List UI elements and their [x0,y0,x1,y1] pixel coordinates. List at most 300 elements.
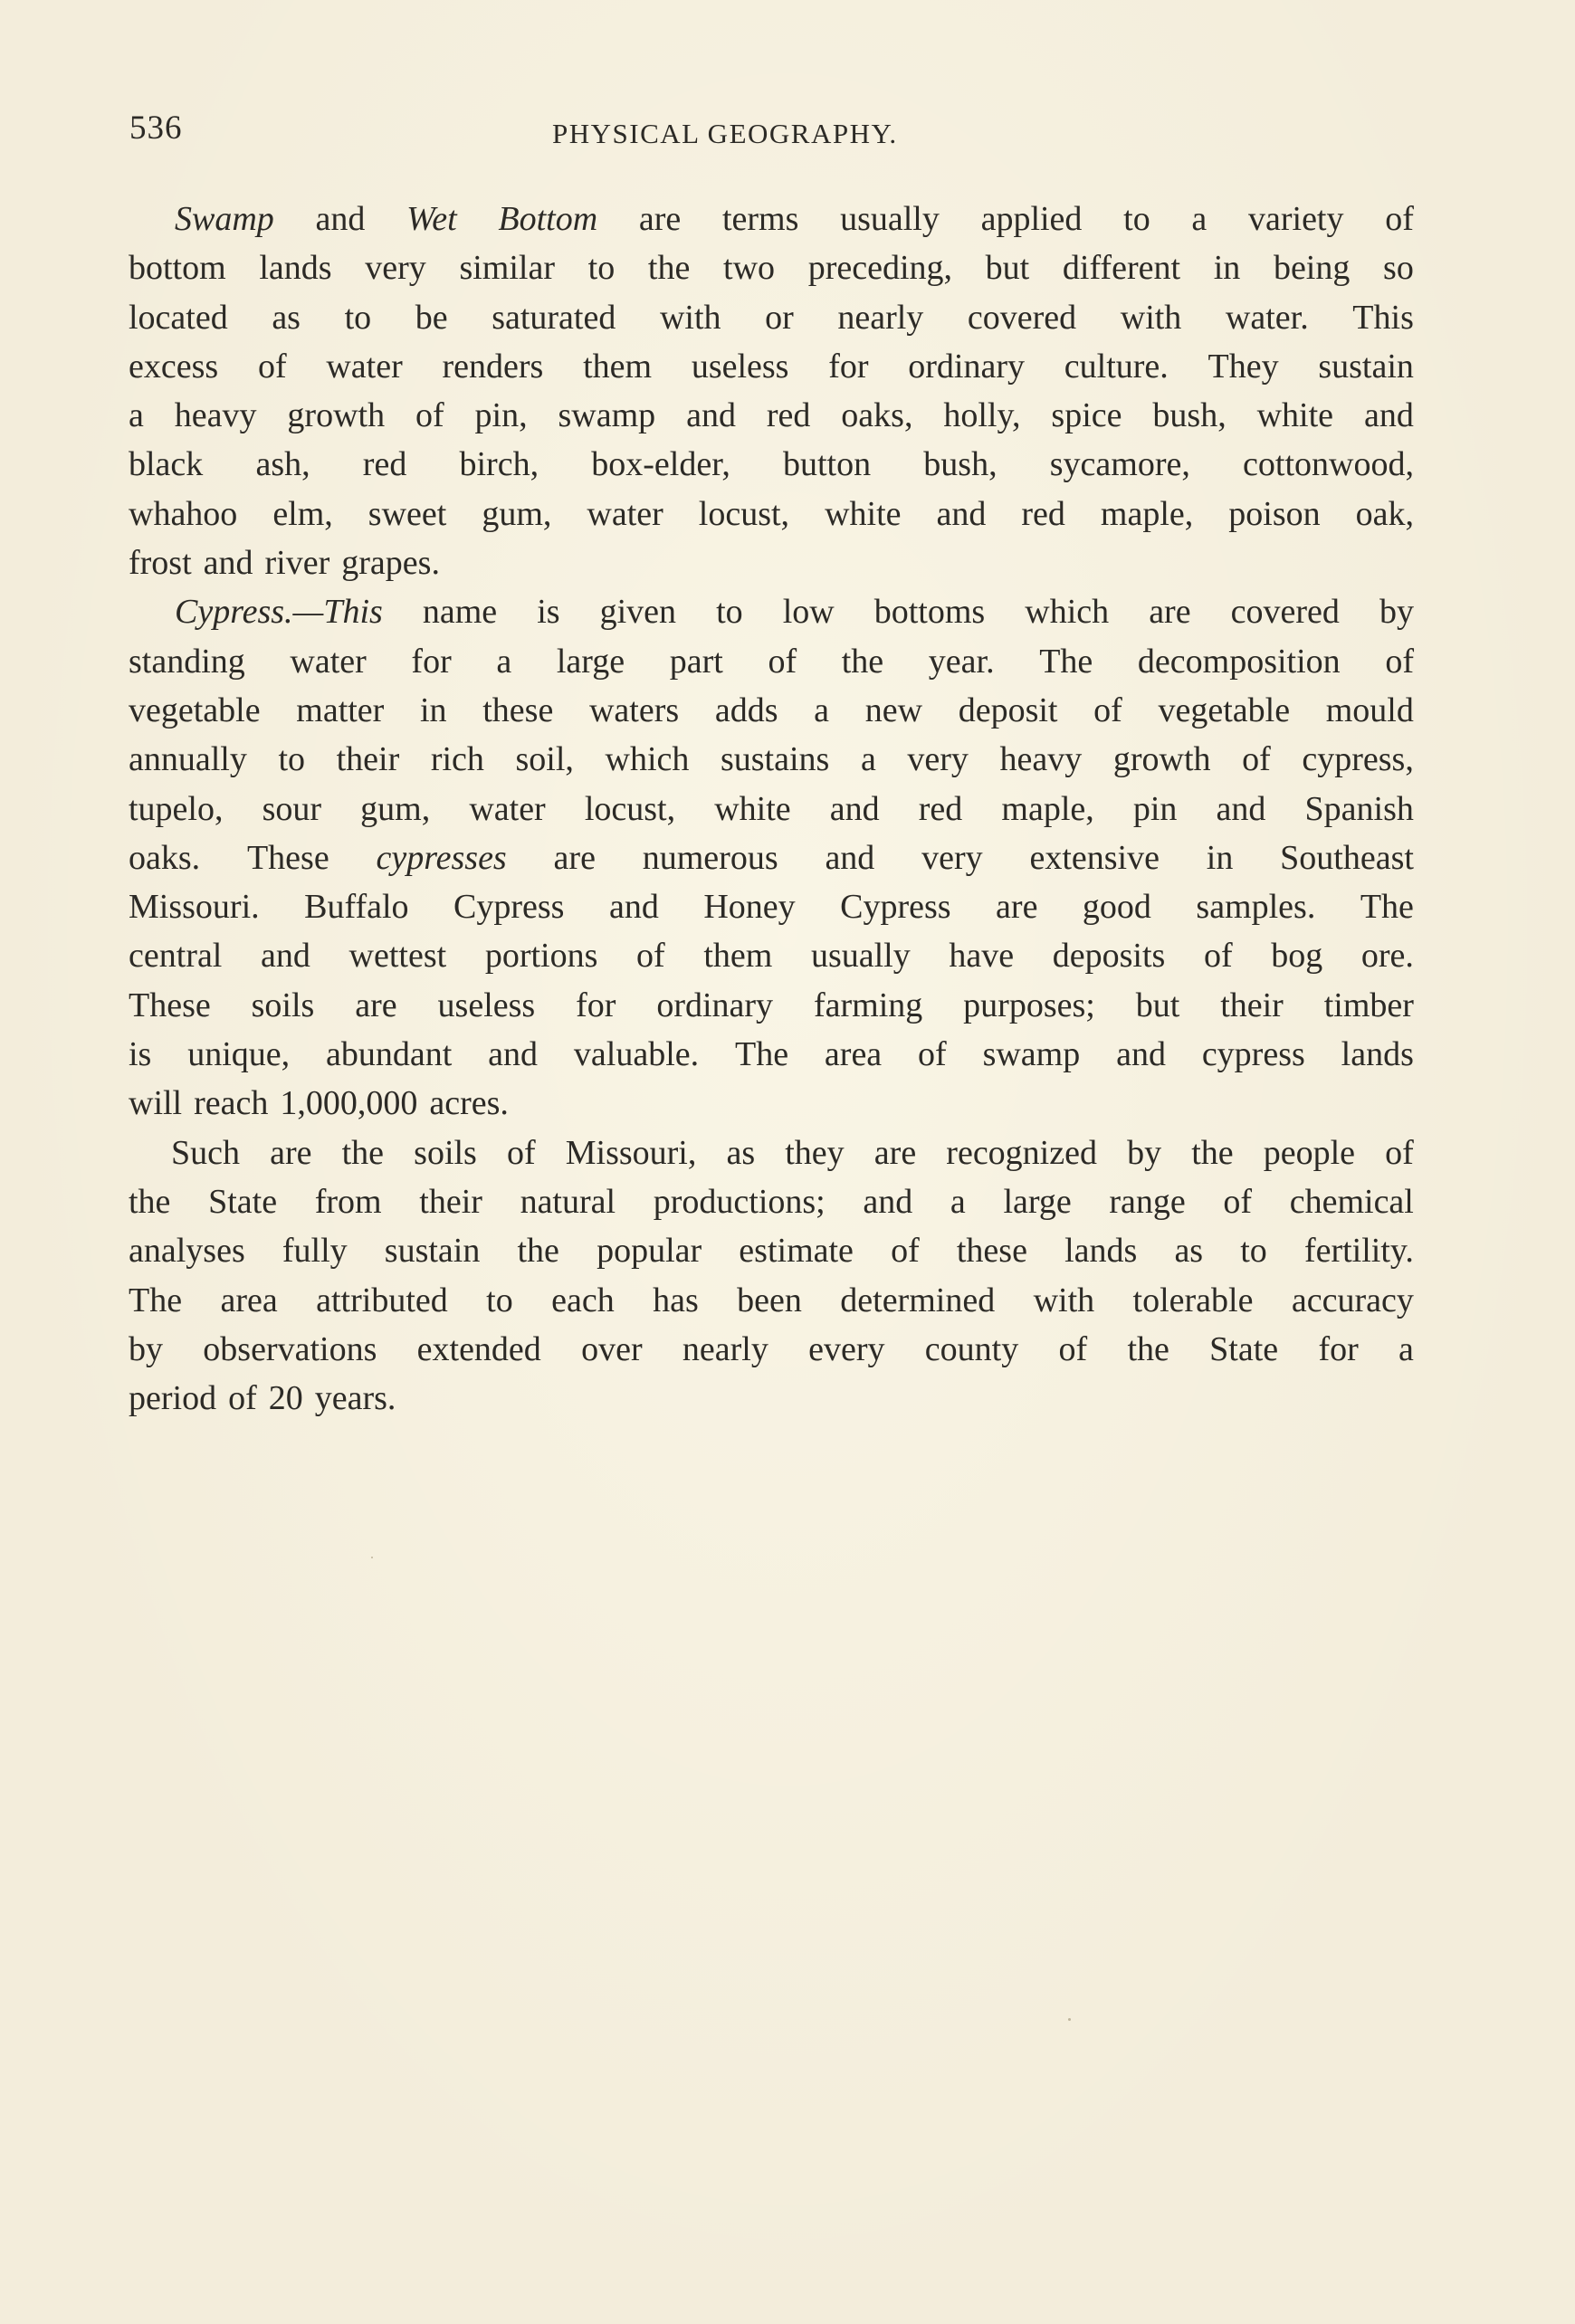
word: rich [430,740,484,779]
word: mould [1325,691,1414,729]
word: These [246,838,329,877]
word: black [129,445,204,484]
word: red [918,789,963,828]
word: unique, [187,1035,291,1074]
word: observations [203,1329,377,1368]
word: bush, [923,445,998,484]
word: or [765,298,794,337]
word: State [208,1182,278,1221]
word: swamp [982,1035,1081,1074]
word: oaks, [841,396,913,435]
word: to [1123,200,1150,238]
word: the [841,642,884,681]
word: sustain [1318,347,1414,386]
word: to [278,740,306,779]
word: vegetable [1158,691,1291,729]
word: and [1216,789,1266,828]
word: reach [194,1084,269,1123]
word: natural [520,1182,616,1221]
word: extensive [1029,838,1160,877]
word: bottoms [873,593,986,632]
word: and [488,1035,539,1074]
word: growth [287,396,386,435]
word: of [636,937,665,976]
word: county [924,1329,1019,1368]
word: of [1223,1182,1253,1221]
word: sustain [384,1232,481,1271]
text-line [129,833,1414,882]
word: as [726,1133,756,1172]
word: locust, [584,789,676,828]
word-italic: cypresses [376,838,507,877]
word: over [581,1329,643,1368]
word: Missouri, [565,1133,697,1172]
word: sycamore, [1049,445,1190,484]
word: decomposition [1137,642,1341,681]
word: The [129,1281,183,1319]
word: area [824,1035,883,1074]
word: been [737,1281,802,1319]
word: frost [129,544,192,583]
word: useless [691,347,789,386]
text-line [129,686,1414,735]
word-italic: Bottom [498,200,598,238]
text-line [129,440,1414,489]
word: soil, [515,740,574,779]
word: saturated [492,298,616,337]
word: the [129,1182,171,1221]
word: analyses [129,1232,245,1271]
word: given [599,593,677,632]
word: these [956,1232,1027,1271]
word: for [576,986,616,1024]
word: and [1116,1035,1166,1074]
word: button [783,445,872,484]
word: which [1025,593,1110,632]
word: productions; [653,1182,826,1221]
word: low [782,593,835,632]
word: and [1363,396,1414,435]
word: large [556,642,625,681]
word: are [355,986,397,1024]
word: located [129,298,228,337]
word: a [860,740,876,779]
word: red [766,396,811,435]
word: excess [129,347,219,386]
word: these [482,691,554,729]
word: locust, [698,494,790,533]
word: river [264,544,330,583]
word: their [419,1182,482,1221]
word: water. [1225,298,1309,337]
word: white [1256,396,1334,435]
word: a [496,642,512,681]
word: very [365,249,426,288]
word: and [608,888,659,927]
word: bog [1271,937,1323,976]
word: and [863,1182,913,1221]
word: soils [414,1133,477,1172]
word: in [1213,249,1241,288]
word: lands [1064,1232,1138,1271]
word: are [638,200,682,238]
word: a [814,691,830,729]
word: have [949,937,1015,976]
word: good [1082,888,1151,927]
text-line [129,1374,1414,1423]
word: spice [1051,396,1122,435]
word: Honey [703,888,796,927]
word: valuable. [573,1035,700,1074]
word: and [936,494,987,533]
word: as [1174,1232,1204,1271]
word: fully [282,1232,348,1271]
word: acres. [429,1084,509,1123]
word: tupelo, [129,789,224,828]
word: usually [810,937,911,976]
word: fertility. [1303,1232,1414,1271]
word: usually [840,200,940,238]
word: abundant [326,1035,453,1074]
word: poison [1228,494,1321,533]
body-text [129,195,1414,1423]
word: of [1203,937,1233,976]
word: a [1191,200,1208,238]
word: recognized [946,1133,1097,1172]
word: water [326,347,403,386]
word: the [517,1232,559,1271]
text-line [129,637,1414,686]
word: by [1127,1133,1162,1172]
word: standing [129,642,245,681]
word: very [907,740,969,779]
word: State [1209,1329,1279,1368]
word: 1,000,000 [280,1084,418,1123]
word: accuracy [1291,1281,1414,1319]
paper-speck [1068,2018,1071,2021]
word: farming [813,986,923,1024]
word: to [1240,1232,1267,1271]
text-line [129,1129,1414,1177]
word: to [587,249,616,288]
word: of [918,1035,947,1074]
word: of [891,1232,920,1271]
word: of [1385,200,1414,238]
word: water [290,642,367,681]
text-line [129,538,1414,587]
word: oaks. [129,838,201,877]
word: being [1273,249,1351,288]
word: are [873,1133,917,1172]
word: of [257,347,287,386]
word: the [1127,1329,1169,1368]
word: are [270,1133,312,1172]
word: Southeast [1280,838,1414,877]
word: their [336,740,400,779]
word: popular [597,1232,702,1271]
word: nearly [682,1329,768,1368]
word: preceding, [807,249,952,288]
word: determined [840,1281,996,1319]
word: red [362,445,407,484]
word: with [1120,298,1182,337]
word: with [659,298,721,337]
word: of [415,396,444,435]
word: cypress, [1302,740,1414,779]
text-line [129,391,1414,440]
word: but [985,249,1030,288]
word: samples. [1196,888,1316,927]
word: gum, [360,789,431,828]
word: and [315,200,366,238]
word: year. [928,642,995,681]
word: of [1242,740,1271,779]
word: of [1093,691,1122,729]
word: ordinary [908,347,1026,386]
word: water [469,789,546,828]
word: purposes; [963,986,1095,1024]
text-line [129,490,1414,538]
word: a [1398,1329,1414,1368]
word: useless [437,986,536,1024]
word: elm, [272,494,333,533]
word: central [129,937,223,976]
word: the [341,1133,385,1172]
word: are [996,888,1038,927]
word: large [1003,1182,1072,1221]
word: bush, [1152,396,1227,435]
word: for [1318,1329,1359,1368]
word: part [669,642,723,681]
word: them [583,347,653,386]
text-line [129,293,1414,342]
text-line [129,735,1414,784]
word: white [825,494,902,533]
word: chemical [1289,1182,1414,1221]
word: 20 [268,1379,303,1418]
word: to [344,298,372,337]
word: ash, [255,445,310,484]
word: attributed [316,1281,448,1319]
word: nearly [837,298,924,337]
word: the [1191,1133,1234,1172]
word: applied [980,200,1083,238]
text-line [129,195,1414,243]
word: box-elder, [591,445,730,484]
word: birch, [459,445,539,484]
word: very [921,838,983,877]
word: heavy [174,396,257,435]
word: for [411,642,452,681]
word: lands [1341,1035,1414,1074]
word: pin [1132,789,1178,828]
word: estimate [739,1232,854,1271]
word: oak, [1355,494,1414,533]
word: two [723,249,776,288]
word: which [605,740,690,779]
word: soils [251,986,315,1024]
word: and [825,838,875,877]
text-line [129,1276,1414,1325]
word: of [1385,1133,1414,1172]
word: years. [314,1379,396,1418]
word: to [486,1281,513,1319]
word: Such [171,1133,240,1172]
word: is [129,1035,152,1074]
word: This [1352,298,1414,337]
word: sour [262,789,322,828]
word-italic: Wet [406,200,457,238]
word: sweet [368,494,447,533]
word: red [1021,494,1065,533]
text-line [129,785,1414,833]
word: has [653,1281,699,1319]
word: ore. [1360,937,1414,976]
running-title: PHYSICAL GEOGRAPHY. [552,118,898,149]
word: wettest [348,937,447,976]
word: deposits [1052,937,1166,976]
word: culture. [1064,347,1169,386]
word: with [1033,1281,1095,1319]
word: sustains [720,740,830,779]
word: of [506,1133,536,1172]
word: timber [1323,986,1414,1024]
word: is [537,593,560,632]
word: Spanish [1304,789,1414,828]
word: a [950,1182,966,1221]
word: so [1383,249,1414,288]
word: a [129,396,144,435]
word: to [716,593,743,632]
word-italic: Cypress.—This [175,593,383,632]
word: white [714,789,791,828]
word: as [272,298,301,337]
word: are [553,838,596,877]
page-number: 536 [129,110,183,147]
text-line [129,1325,1414,1374]
word: are [1149,593,1191,632]
word: annually [129,740,247,779]
word: from [314,1182,382,1221]
text-line [129,931,1414,980]
word: cottonwood, [1243,445,1414,484]
word: vegetable [129,691,261,729]
word: They [1208,347,1279,386]
word: deposit [958,691,1058,729]
paper-speck [371,1557,373,1558]
text-line [129,882,1414,931]
word: them [703,937,773,976]
word: they [785,1133,845,1172]
word: swamp [558,396,656,435]
word: by [129,1329,163,1368]
word: every [808,1329,885,1368]
word: portions [484,937,598,976]
word: and [829,789,880,828]
word: covered [1230,593,1340,632]
word: in [420,691,447,729]
word: for [828,347,869,386]
word: covered [967,298,1077,337]
word: of [768,642,797,681]
text-line [129,1177,1414,1226]
text-line [129,587,1414,636]
word: The [1039,642,1093,681]
word: grapes. [341,544,440,583]
word: range [1109,1182,1186,1221]
word: The [734,1035,789,1074]
word: name [422,593,498,632]
word: Buffalo [304,888,409,927]
word: and [261,937,310,976]
word: growth [1112,740,1211,779]
text-line [129,981,1414,1030]
word: of [1385,642,1414,681]
word: of [1058,1329,1088,1368]
text-line [129,1030,1414,1079]
word: lands [259,249,332,288]
word: each [551,1281,615,1319]
text-line [129,1079,1414,1128]
word: maple, [1001,789,1094,828]
word: and [686,396,736,435]
word: Missouri. [129,888,260,927]
word: waters [588,691,680,729]
word: tolerable [1132,1281,1254,1319]
word: but [1135,986,1180,1024]
word: in [1206,838,1234,877]
word: renders [442,347,544,386]
word: by [1379,593,1414,632]
word: cypress [1201,1035,1305,1074]
text-line [129,342,1414,391]
word: their [1220,986,1284,1024]
word: gum, [482,494,552,533]
word: matter [296,691,385,729]
word: area [220,1281,278,1319]
text-line [129,243,1414,292]
word: Cypress [840,888,951,927]
word: new [864,691,923,729]
word: Cypress [453,888,565,927]
word: extended [416,1329,541,1368]
word: variety [1247,200,1344,238]
word: maple, [1100,494,1194,533]
word: people [1263,1133,1356,1172]
word: of [228,1379,257,1418]
word: the [647,249,691,288]
word: similar [459,249,555,288]
word: The [1360,888,1414,927]
word: water [587,494,663,533]
word: ordinary [656,986,774,1024]
word: will [129,1084,183,1123]
word: be [415,298,448,337]
word: different [1062,249,1181,288]
word: pin, [474,396,528,435]
word-italic: Swamp [175,200,274,238]
word: period [129,1379,217,1418]
word: heavy [999,740,1083,779]
word: and [203,544,253,583]
text-line [129,1226,1414,1275]
word: numerous [642,838,778,877]
word: These [129,986,211,1024]
word: whahoo [129,494,238,533]
word: adds [714,691,778,729]
word: bottom [129,249,226,288]
word: holly, [943,396,1021,435]
